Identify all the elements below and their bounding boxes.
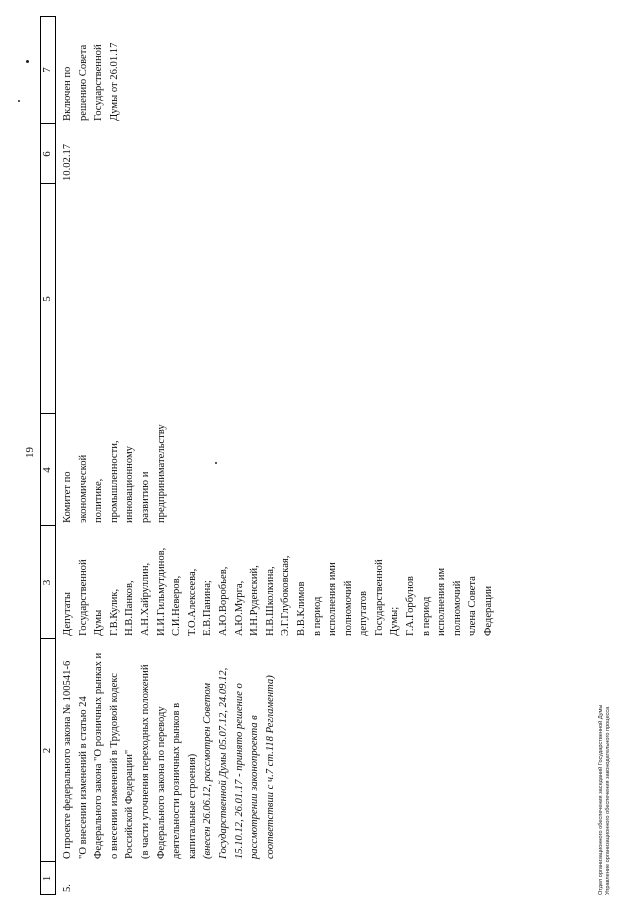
initiators: Депутаты Государственной Думы Г.В.Кулик, Н.В.Панков, А.Н.Хайруллин, И.И.Гильмутдинов, С.И.Неверов, Т.О.Алексеева, Е.В.Панина; А.Ю.Воробьев, А.Ю.Мурга, И.Н.Руденский, Н.В.Школкина, Э.Г.Глубоковская, В.В.Климов в период исполнения ими полномочий депутатов Государственной Думы; Г.А.Горбунов в период исполнения им полномочий члена Совета Федерации — [62, 547, 495, 636]
header-col-3: 3 — [41, 579, 53, 586]
bill-status-line: рассмотрении законопроекта в — [249, 715, 261, 859]
header-col-5: 5 — [41, 296, 53, 302]
bill-description — [60, 639, 278, 862]
decision-cell: Включен по решению Совета Государственной Думы от 26.01.17 — [62, 42, 120, 121]
bill-line: капитальные строения) — [186, 753, 198, 859]
bill-status-line: Государственной Думы 05.07.12, 24.09.12, — [217, 667, 229, 859]
bill-table — [40, 16, 550, 895]
committee: Комитет по экономической политике, промышленности, инновационному развитию и предпринимательству — [62, 424, 167, 523]
bill-line: деятельности розничных рынков в — [171, 702, 183, 859]
scan-speck — [215, 462, 217, 464]
header-col-7: 7 — [41, 67, 53, 73]
date-cell: 10.02.17 — [62, 143, 73, 181]
bill-line: О проекте федерального закона № 100541-6 — [62, 660, 73, 859]
row-number: 5. — [62, 884, 73, 892]
bill-line: Федерального закона "О розничных рынках и — [93, 652, 105, 859]
bill-line: о внесении изменений в Трудовой кодекс — [108, 673, 120, 859]
bill-status-line: 15.10.12, 26.01.17 - принято решение о — [233, 683, 245, 859]
header-col-4: 4 — [41, 467, 53, 473]
bill-status-line: соответствии с ч.7 ст.118 Регламента) — [264, 675, 276, 859]
footer — [598, 705, 612, 895]
scan-speck — [18, 100, 20, 102]
page-number: 19 — [24, 447, 36, 458]
scan-speck — [26, 60, 29, 63]
header-col-2: 2 — [41, 747, 53, 754]
bill-line: "О внесении изменений в статью 24 — [77, 696, 89, 859]
bill-line: (в части уточнения переходных положений — [139, 664, 151, 859]
bill-line: Российской Федерации" — [124, 749, 136, 859]
bill-status-line: (внесен 26.06.12, рассмотрен Советом — [202, 683, 214, 859]
bill-line: Федерального закона по переводу — [155, 706, 167, 859]
footer-line: Отдел организационного обеспечения заседаний Государственной Думы — [598, 704, 604, 895]
header-col-1: 1 — [41, 875, 53, 882]
header-col-6: 6 — [41, 151, 53, 157]
footer-line: Управление организационного обеспечения законодательного процесса — [605, 706, 612, 895]
